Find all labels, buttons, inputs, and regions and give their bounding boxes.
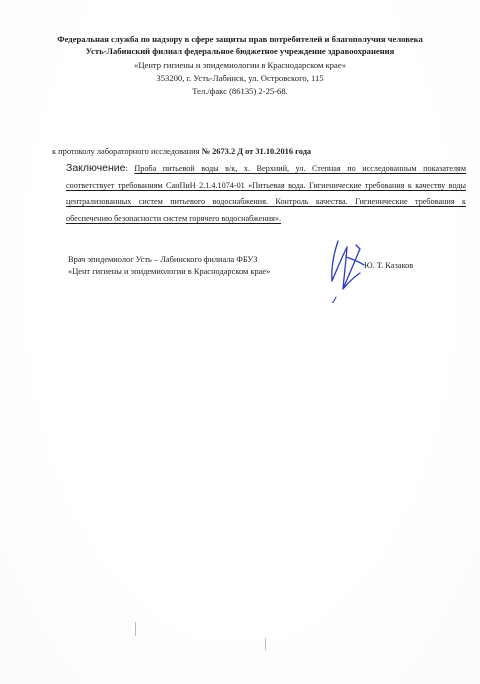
header-address: 353200, г. Усть-Лабинск, ул. Островского, 115: [156, 73, 324, 83]
scan-mark: [265, 638, 266, 650]
header-center: «Центр гигиены и эпидемиологии в Краснодарском крае»: [134, 60, 346, 70]
conclusion-colon: :: [125, 164, 135, 173]
reference-prefix: к протоколу лабораторного исследования: [52, 147, 202, 156]
conclusion-label: Заключение: [66, 162, 126, 174]
header-branch: Усть-Лабинский филиал федеральное бюджетное учреждение здравоохранения: [85, 46, 395, 56]
signatory-position: Врач эпидемиолог Усть – Лабинского филиала ФБУЗ: [68, 255, 258, 264]
header-agency: Федеральная служба по надзору в сфере защиты прав потребителей и благополучия человека: [57, 34, 423, 44]
signatory-title: [68, 254, 270, 278]
conclusion-text: Проба питьевой воды в/к, х. Верхний, ул. Степная по исследованным показателям соответствует требованиям СанПиН 2.1.4.1074-01 «Питьевая вода. Гигиенические требования к качеству воды централизованных систем питьевого водоснабжения. Контроль качества. Гигиенические требования к обеспечению безопасности систем горячего водоснабжения».: [66, 164, 466, 223]
conclusion-paragraph: [66, 160, 466, 227]
protocol-number: № 2673.2 Д от 31.10.2016 года: [201, 147, 312, 156]
signatory-name: Ю. Т. Казаков: [364, 261, 414, 270]
signatory-organization: «Цент гигиены и эпидемиологии в Краснодарском крае»: [68, 267, 271, 276]
scan-mark: [135, 622, 136, 636]
protocol-reference: [52, 147, 311, 156]
header-phone: Тел./факс (86135) 2-25-68.: [192, 86, 288, 96]
